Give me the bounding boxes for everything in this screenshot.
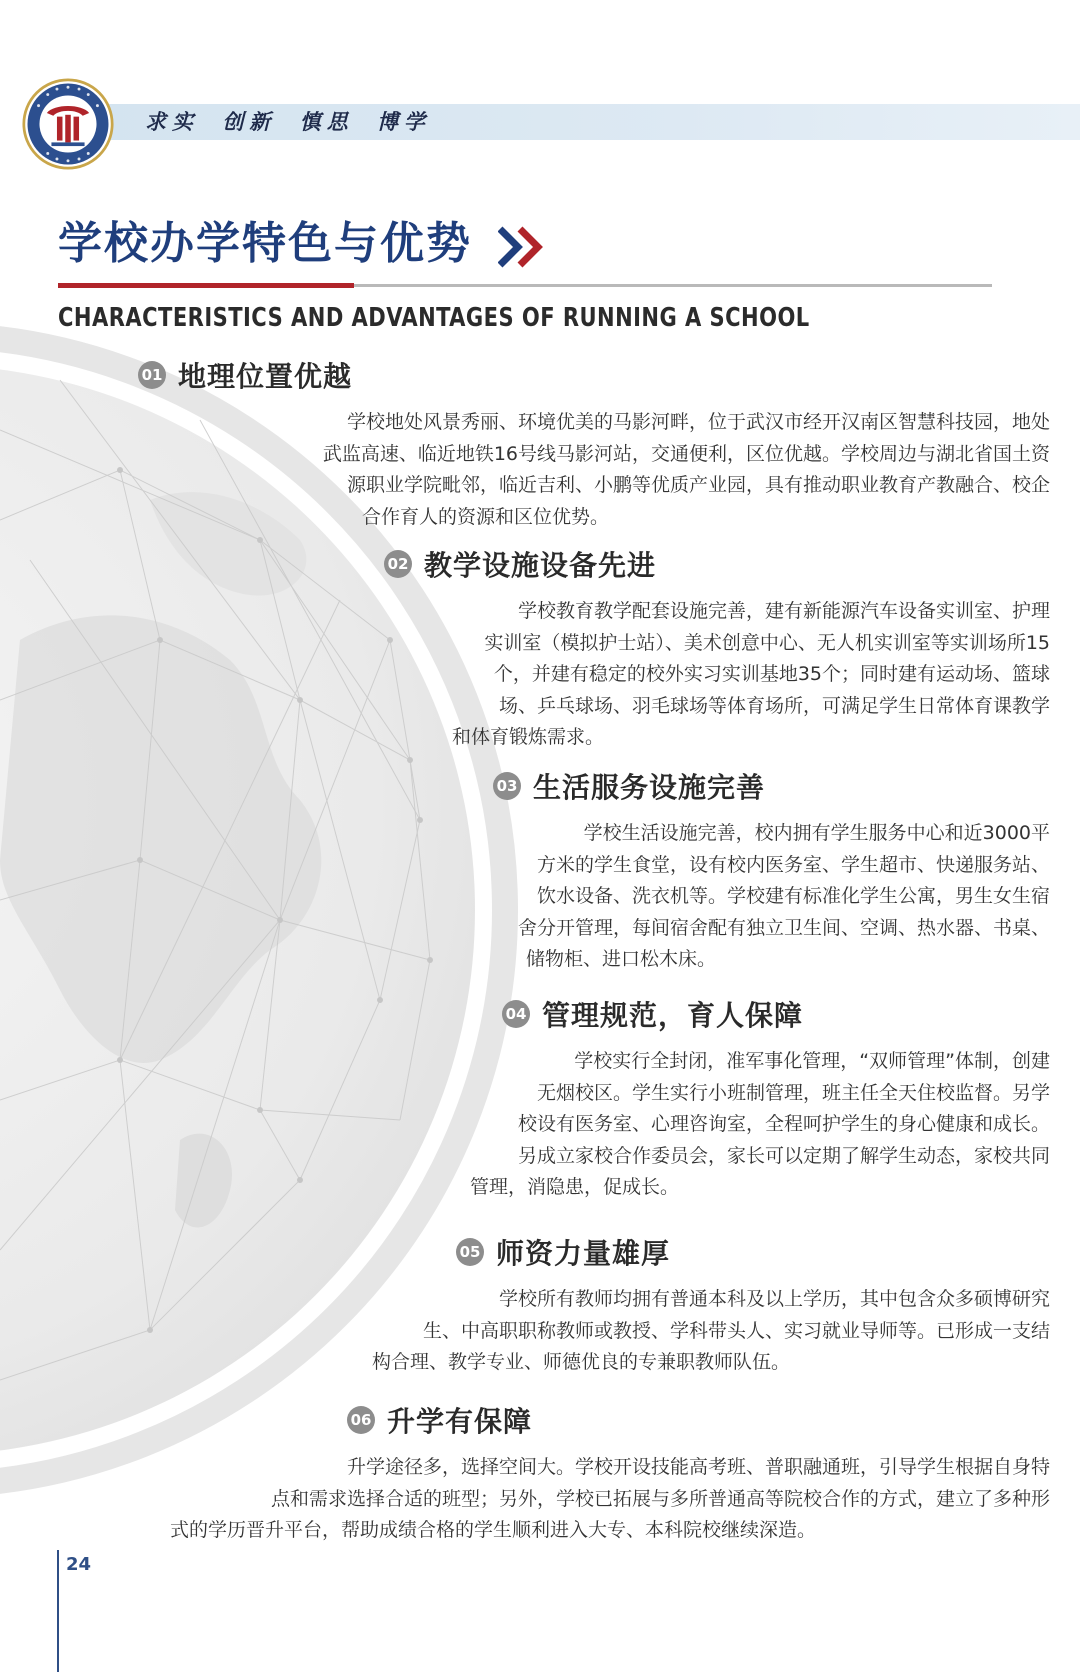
double-chevron-right-icon [498, 226, 546, 268]
feature-title: 教学设施设备先进 [424, 549, 657, 582]
feature-description [290, 407, 1050, 533]
feature-number-badge: 04 [502, 1000, 530, 1028]
feature-description [510, 818, 1050, 976]
text-line: 学校地处风景秀丽、环境优美的马影河畔，位于武汉市经开汉南区智慧科技园，地处 [346, 411, 1050, 433]
text-line: 另成立家校合作委员会，家长可以定期了解学生动态，家校共同 [517, 1144, 1050, 1167]
feature-number-badge: 02 [384, 550, 412, 578]
feature-section-01 [138, 355, 1050, 528]
text-line: 构合理、教学专业、师德优良的专兼职教师队伍。 [372, 1351, 791, 1373]
text-line: 点和需求选择合适的班型；另外，学校已拓展与多所普通高等院校合作的方式，建立了多种形 [270, 1487, 1050, 1510]
page-subtitle: CHARACTERISTICS AND ADVANTAGES OF RUNNING A SCHOOL [58, 303, 810, 333]
school-emblem-icon [22, 78, 114, 170]
page-margin-line [57, 1550, 59, 1672]
text-line: 学校教育教学配套设施完善，建有新能源汽车设备实训室、护理 [517, 600, 1050, 622]
motto-word: 创新 [222, 109, 277, 134]
text-line: 式的学历晋升平台，帮助成绩合格的学生顺利进入大专、本科院校继续深造。 [170, 1519, 817, 1541]
feature-description [410, 596, 1050, 754]
text-line: 舍分开管理，每间宿舍配有独立卫生间、空调、热水器、书桌、 [517, 916, 1050, 939]
text-line: 饮水设备、洗衣机等。学校建有标准化学生公寓，男生女生宿 [536, 885, 1050, 907]
text-line: 个，并建有稳定的校外实习实训基地35个；同时建有运动场、篮球 [493, 663, 1050, 685]
motto-word: 慎思 [299, 109, 354, 134]
text-line: 校设有医务室、心理咨询室，全程呵护学生的身心健康和成长。 [517, 1113, 1050, 1135]
feature-number-badge: 05 [456, 1238, 484, 1266]
feature-title: 管理规范，育人保障 [542, 999, 804, 1032]
text-line: 源职业学院毗邻，临近吉利、小鹏等优质产业园，具有推动职业教育产教融合、校企 [346, 474, 1050, 496]
feature-title: 生活服务设施完善 [533, 771, 766, 804]
feature-title: 升学有保障 [387, 1405, 533, 1438]
text-line: 升学途径多，选择空间大。学校开设技能高考班、普职融通班，引导学生根据自身特 [346, 1456, 1050, 1478]
school-motto [145, 104, 441, 140]
text-line: 场、乒乓球场、羽毛球场等体育场所，可满足学生日常体育课教学 [498, 694, 1050, 717]
feature-number-badge: 06 [347, 1406, 375, 1434]
feature-section-04 [470, 994, 1050, 1198]
text-line: 无烟校区。学生实行小班制管理，班主任全天住校监督。另学 [536, 1081, 1050, 1104]
text-line: 储物柜、进口松木床。 [526, 948, 717, 970]
text-line: 管理，消隐患，促成长。 [470, 1176, 680, 1198]
feature-description [350, 1284, 1050, 1379]
feature-section-05 [372, 1232, 1050, 1373]
feature-number-badge: 01 [138, 361, 166, 389]
feature-section-03 [493, 766, 1050, 970]
motto-word: 博学 [376, 109, 431, 134]
page-number: 24 [66, 1554, 92, 1575]
text-line: 学校生活设施完善，校内拥有学生服务中心和近3000平 [583, 822, 1050, 844]
title-divider-accent [58, 283, 354, 288]
feature-number-badge: 03 [493, 772, 521, 800]
text-line: 和体育锻炼需求。 [452, 726, 605, 748]
text-line: 学校实行全封闭，准军事化管理，“双师管理”体制，创建 [574, 1050, 1050, 1072]
text-line: 方米的学生食堂，设有校内医务室、学生超市、快递服务站、 [536, 853, 1050, 876]
feature-title: 师资力量雄厚 [496, 1237, 671, 1270]
text-line: 合作育人的资源和区位优势。 [362, 505, 610, 528]
text-line: 学校所有教师均拥有普通本科及以上学历，其中包含众多硕博研究 [498, 1288, 1050, 1310]
feature-section-06 [170, 1400, 1050, 1541]
feature-title: 地理位置优越 [178, 360, 353, 393]
motto-word: 求实 [145, 109, 199, 134]
page-title: 学校办学特色与优势 [58, 218, 472, 269]
feature-description [470, 1046, 1050, 1204]
feature-description [170, 1452, 1050, 1547]
text-line: 生、中高职职称教师或教授、学科带头人、实习就业导师等。已形成一支结 [422, 1319, 1050, 1342]
feature-section-02 [384, 544, 1050, 748]
text-line: 实训室（模拟护士站）、美术创意中心、无人机实训室等实训场所15 [484, 631, 1050, 654]
text-line: 武监高速、临近地铁16号线马影河站，交通便利，区位优越。学校周边与湖北省国土资 [322, 442, 1050, 465]
